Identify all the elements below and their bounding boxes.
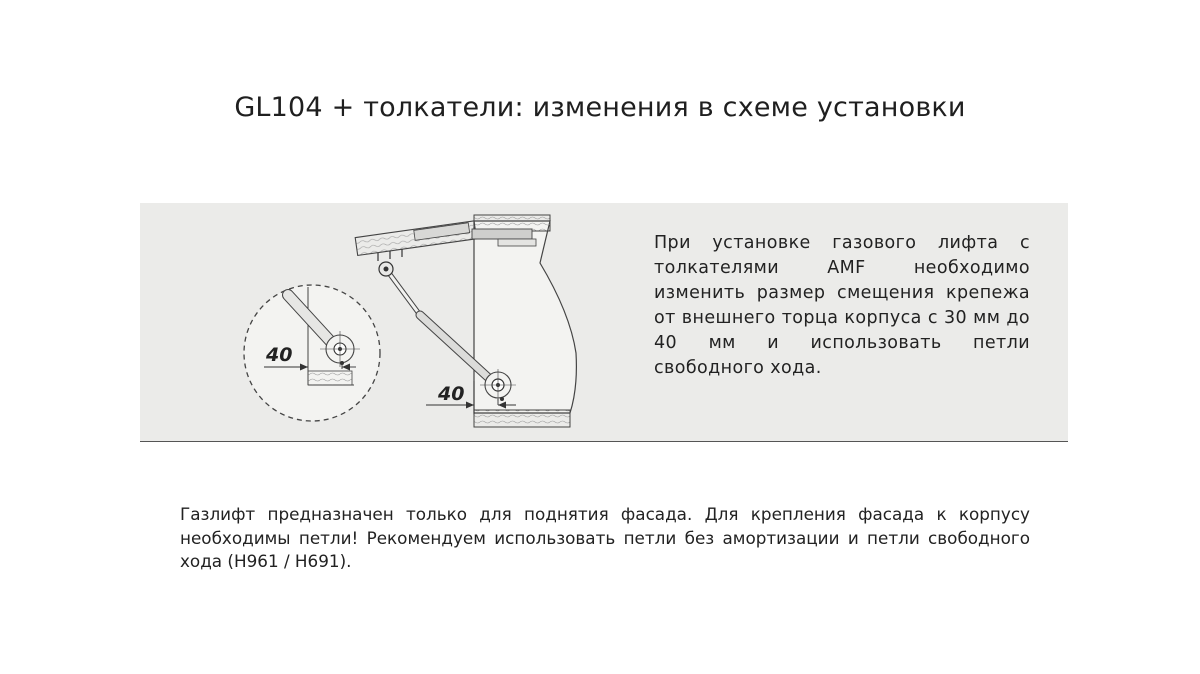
page-title: GL104 + толкатели: изменения в схеме установки	[234, 92, 966, 123]
facade-lid	[355, 221, 476, 256]
detail-dimension-label: 40	[266, 344, 293, 366]
diagram-panel	[140, 203, 1068, 442]
footer-note: Газлифт предназначен только для поднятия фасада. Для крепления фасада к корпусу необходимы петли! Рекомендуем использовать петли без амортизации и петли свободного хода (H961 / H691).	[180, 504, 1030, 571]
installation-diagram	[240, 203, 620, 441]
installation-note: При установке газового лифта с толкателями AMF необходимо изменить размер смещения крепежа от внешнего торца корпуса с 30 мм до 40 мм и использовать петли свободного хода.	[654, 233, 1030, 378]
detail-circle	[244, 285, 380, 421]
main-dimension-label: 40	[438, 383, 465, 405]
